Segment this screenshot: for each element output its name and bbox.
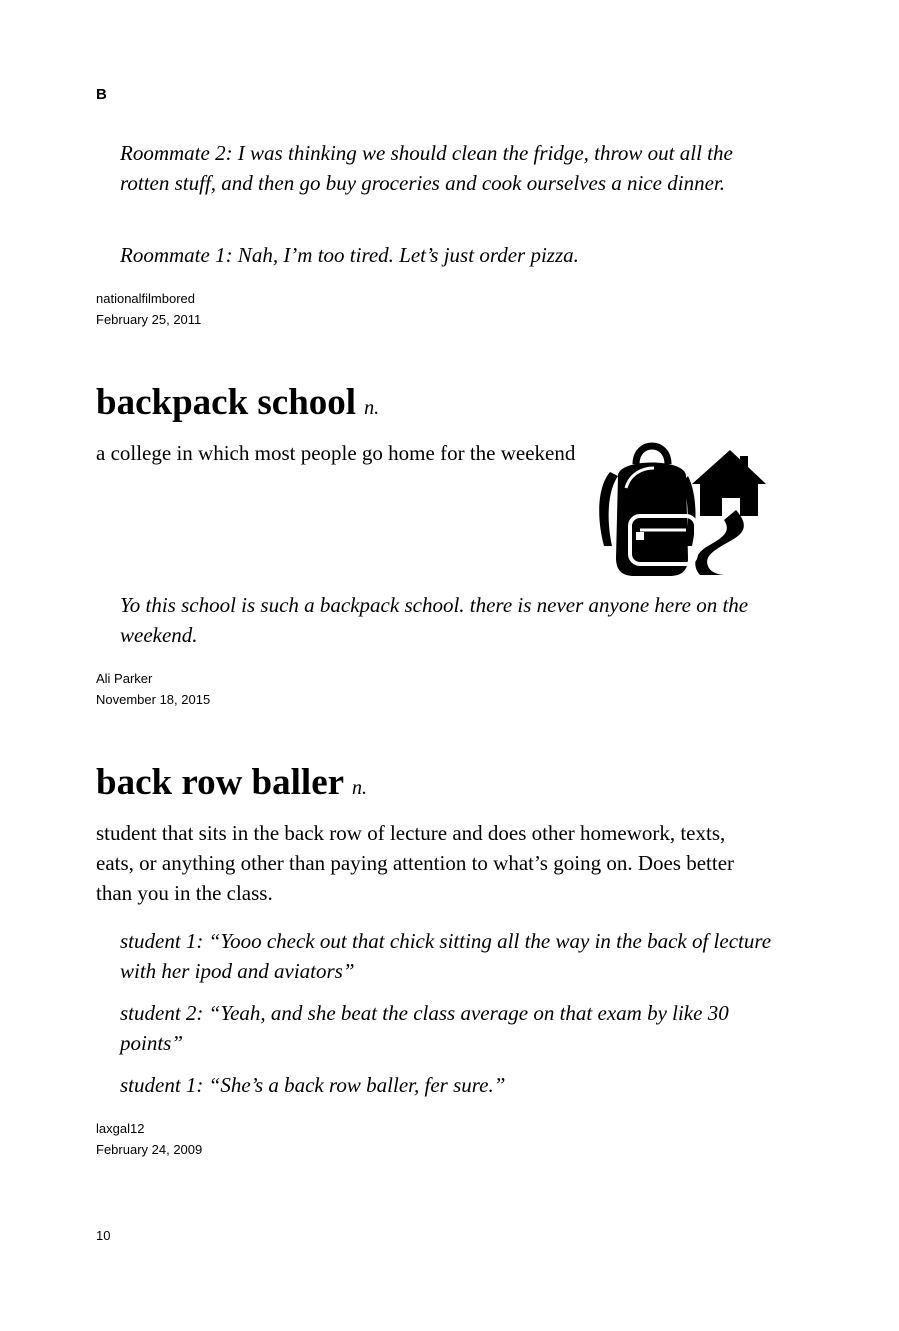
byline bbox=[96, 288, 201, 330]
example-quote: student 1: “Yooo check out that chick sitting all the way in the back of lecture with her ipod and aviators” bbox=[120, 929, 772, 983]
example-quote: student 1: “She’s a back row baller, fer sure.” bbox=[120, 1073, 506, 1097]
entry-headword bbox=[96, 380, 379, 433]
part-of-speech: n. bbox=[364, 397, 380, 419]
byline bbox=[96, 1118, 202, 1160]
part-of-speech: n. bbox=[352, 777, 368, 799]
byline bbox=[96, 668, 210, 710]
author-name: Ali Parker bbox=[96, 671, 153, 686]
section-letter: B bbox=[96, 86, 107, 103]
example-quote: Roommate 1: Nah, I’m too tired. Let’s just order pizza. bbox=[120, 243, 579, 267]
author-name: laxgal12 bbox=[96, 1121, 145, 1136]
entry-date: February 25, 2011 bbox=[96, 312, 202, 327]
page-number: 10 bbox=[96, 1228, 111, 1243]
entry-definition: a college in which most people go home for the weekend bbox=[96, 441, 576, 465]
example-quote: Roommate 2: I was thinking we should clean the fridge, throw out all the rotten stuff, and then go buy groceries and cook ourselves a nice dinner. bbox=[120, 141, 733, 195]
example-quote: Yo this school is such a backpack school. there is never anyone here on the weekend. bbox=[120, 593, 749, 647]
backpack-and-house-icon bbox=[596, 436, 768, 576]
entry-headword bbox=[96, 760, 367, 813]
entry-term: back row baller bbox=[96, 762, 345, 803]
author-name: nationalfilmbored bbox=[96, 291, 196, 306]
entry-term: backpack school bbox=[96, 382, 357, 423]
entry-definition: student that sits in the back row of lecture and does other homework, texts, eats, or anything other than paying attention to what’s going on. Does better than you in the class. bbox=[96, 821, 735, 905]
entry-date: February 24, 2009 bbox=[96, 1142, 203, 1157]
example-quote: student 2: “Yeah, and she beat the class average on that exam by like 30 points” bbox=[120, 1001, 729, 1055]
entry-date: November 18, 2015 bbox=[96, 692, 211, 707]
